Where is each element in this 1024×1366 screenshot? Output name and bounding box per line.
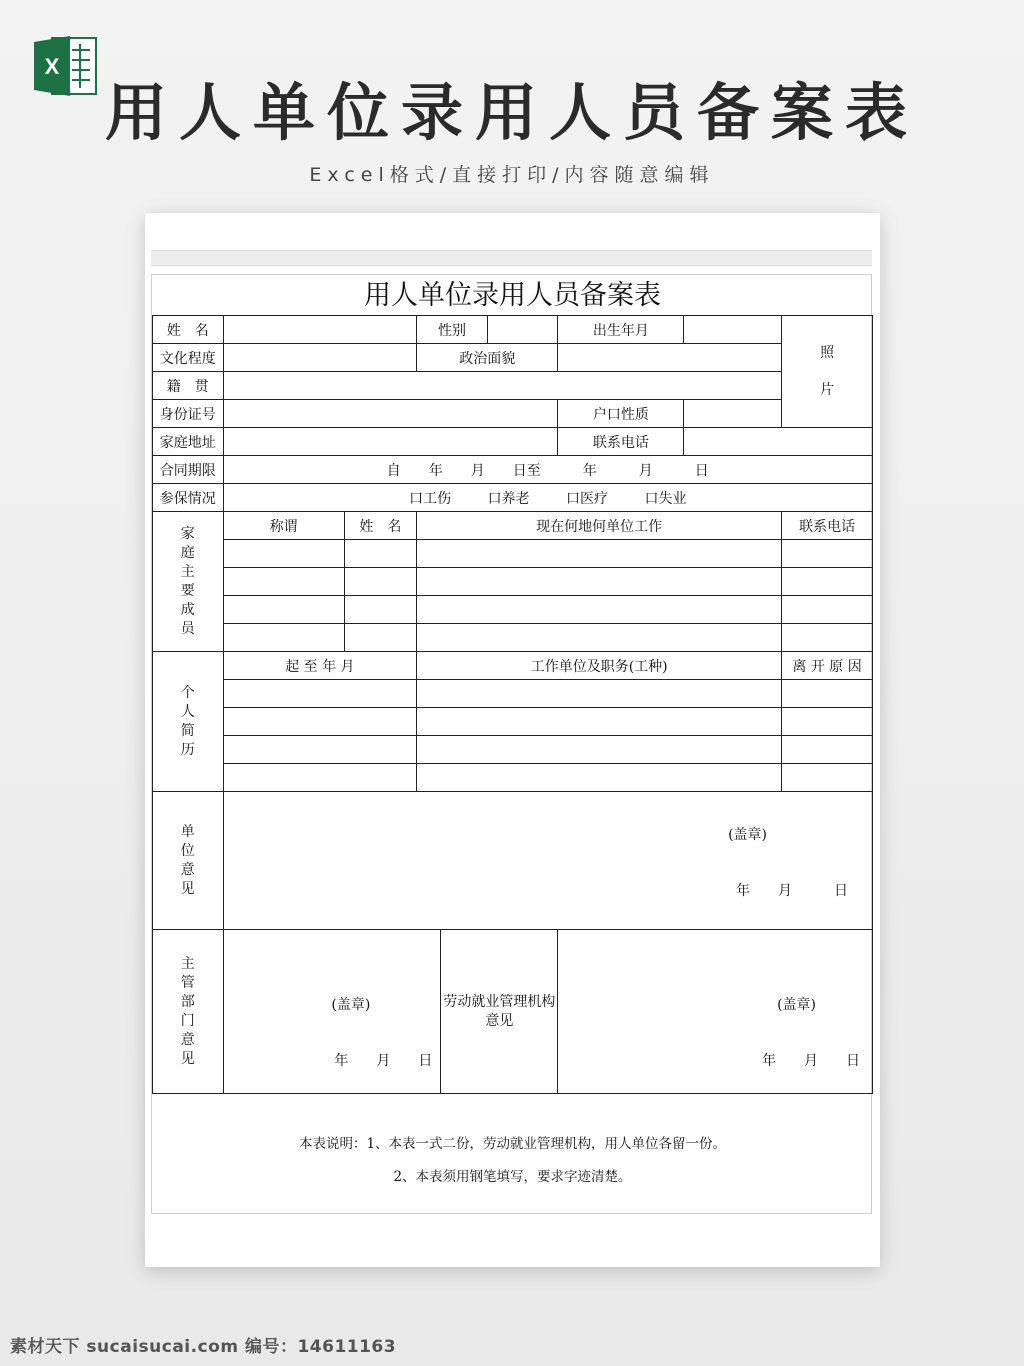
- field-political[interactable]: [558, 344, 782, 372]
- label-hukou: 户口性质: [558, 400, 684, 428]
- family-header-phone: 联系电话: [782, 512, 873, 540]
- family-section-label: [153, 512, 224, 652]
- table-row: [153, 624, 873, 652]
- authority-stamp: (盖章): [331, 997, 371, 1013]
- labor-office-field[interactable]: [558, 930, 873, 1094]
- resume-header-period: 起 至 年 月: [223, 652, 417, 680]
- authority-opinion-text: 主管部门意见: [180, 955, 195, 1067]
- field-native-place[interactable]: [223, 372, 782, 400]
- label-gender: 性别: [417, 316, 488, 344]
- authority-opinion-label: [153, 930, 224, 1094]
- unit-opinion-label: [153, 792, 224, 930]
- checkbox-unemployment[interactable]: 口失业: [644, 490, 687, 507]
- unit-opinion-stamp: (盖章): [728, 827, 767, 843]
- unit-opinion-text: 单位意见: [180, 823, 195, 897]
- label-political: 政治面貌: [417, 344, 558, 372]
- family-header-relation: 称谓: [223, 512, 344, 540]
- field-phone[interactable]: [684, 428, 873, 456]
- resume-section-label: [153, 652, 224, 792]
- page-title: 用人单位录用人员备案表: [104, 76, 919, 149]
- field-gender[interactable]: [487, 316, 558, 344]
- form-frame: [151, 274, 872, 1214]
- label-address: 家庭地址: [153, 428, 224, 456]
- table-row: [153, 540, 873, 568]
- field-hukou[interactable]: [684, 400, 782, 428]
- checkbox-injury[interactable]: 口工伤: [409, 490, 452, 507]
- resume-section-text: 个人简历: [180, 684, 195, 758]
- photo-box[interactable]: [782, 316, 873, 428]
- field-insurance[interactable]: [223, 484, 872, 512]
- labor-office-label: 劳动就业管理机构意见: [441, 930, 558, 1094]
- checkbox-pension[interactable]: 口养老: [487, 490, 530, 507]
- field-education[interactable]: [223, 344, 417, 372]
- watermark: 素材天下 sucaisucai.com 编号：14611163: [10, 1337, 397, 1357]
- label-contract-term: 合同期限: [153, 456, 224, 484]
- authority-date: 年 月 日: [334, 1053, 433, 1069]
- page-subtitle: Excel格式/直接打印/内容随意编辑: [309, 164, 715, 186]
- label-id-number: 身份证号: [153, 400, 224, 428]
- field-id-number[interactable]: [223, 400, 558, 428]
- photo-label-2: 片: [820, 381, 835, 398]
- field-birth[interactable]: [684, 316, 782, 344]
- label-phone: 联系电话: [558, 428, 684, 456]
- label-insurance: 参保情况: [153, 484, 224, 512]
- checkbox-medical[interactable]: 口医疗: [566, 490, 609, 507]
- field-contract-term[interactable]: 自 年 月 日至 年 月 日: [223, 456, 872, 484]
- table-row: [153, 736, 873, 764]
- photo-label-1: 照: [820, 344, 835, 361]
- table-row: [153, 568, 873, 596]
- resume-header-reason: 离 开 原 因: [782, 652, 873, 680]
- table-row: [153, 764, 873, 792]
- table-row: [153, 680, 873, 708]
- table-row: [153, 596, 873, 624]
- field-address[interactable]: [223, 428, 558, 456]
- label-native-place: 籍 贯: [153, 372, 224, 400]
- form-grid: [152, 315, 873, 1094]
- unit-opinion-date: 年 月 日: [736, 883, 848, 899]
- label-birth: 出生年月: [558, 316, 684, 344]
- label-education: 文化程度: [153, 344, 224, 372]
- labor-office-date: 年 月 日: [762, 1053, 860, 1069]
- family-section-text: 家庭主要成员: [180, 525, 195, 637]
- family-header-work: 现在何地何单位工作: [417, 512, 782, 540]
- sheet-header-bar: [151, 250, 872, 266]
- form-note-1: 本表说明：1、本表一式二份，劳动就业管理机构，用人单位各留一份。: [298, 1136, 727, 1152]
- family-header-name: 姓 名: [344, 512, 417, 540]
- resume-header-employer: 工作单位及职务(工种): [417, 652, 782, 680]
- excel-icon-letter: X: [44, 54, 60, 79]
- label-name: 姓 名: [153, 316, 224, 344]
- labor-office-stamp: (盖章): [777, 997, 816, 1013]
- form-title: 用人单位录用人员备案表: [364, 280, 661, 311]
- table-row: [153, 708, 873, 736]
- field-name[interactable]: [223, 316, 417, 344]
- unit-opinion-field[interactable]: [223, 792, 872, 930]
- form-note-2: 2、本表须用钢笔填写，要求字迹清楚。: [393, 1169, 632, 1185]
- authority-opinion-field[interactable]: [223, 930, 441, 1094]
- document-page: [145, 213, 880, 1267]
